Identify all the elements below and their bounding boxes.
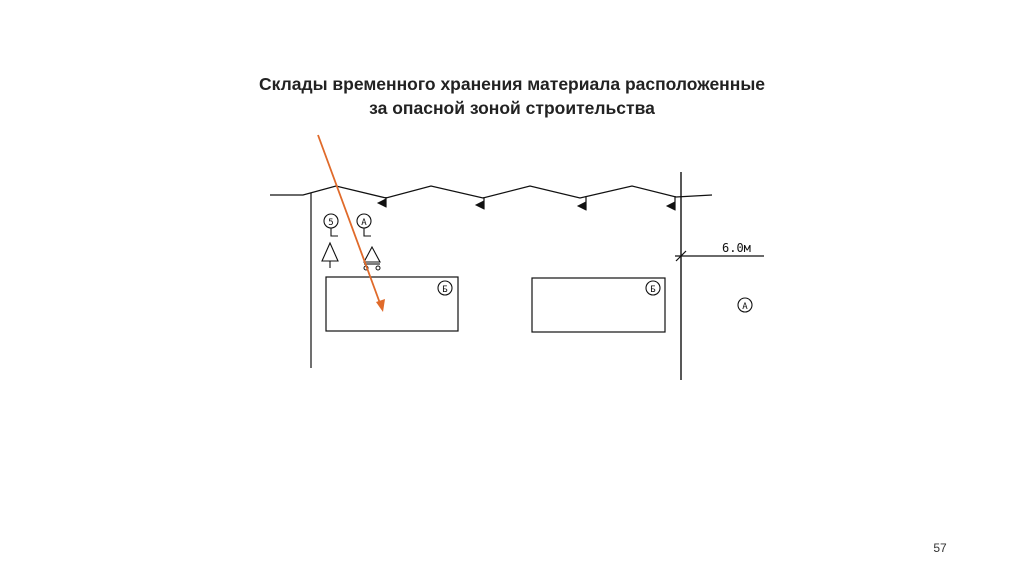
page-number: 57: [933, 541, 947, 555]
title-line-1: Склады временного хранения материала расположенные: [259, 74, 765, 94]
flag-marker: [667, 196, 675, 210]
building-contour-line: [270, 186, 712, 198]
storage-area-1: [326, 277, 458, 331]
marker-circle-5: [324, 214, 338, 236]
flag-marker: [378, 197, 386, 207]
marker-label-a-right: А: [742, 302, 748, 312]
storage-area-2: [532, 278, 665, 332]
marker-label-b2: Б: [650, 285, 656, 295]
marker-label-a-top: А: [361, 218, 367, 228]
flag-markers: [378, 196, 675, 210]
marker-circle-a-right: [738, 298, 752, 312]
triangle-symbol: [322, 243, 338, 268]
flag-marker: [476, 197, 484, 209]
marker-circle-a-top: [357, 214, 371, 236]
marker-label-b1: Б: [442, 285, 448, 295]
dimension-label: 6.0м: [722, 241, 751, 255]
marker-label-5: 5: [328, 218, 334, 228]
dimension-annotation: [675, 241, 764, 261]
title-line-2: за опасной зоной строительства: [369, 98, 655, 118]
